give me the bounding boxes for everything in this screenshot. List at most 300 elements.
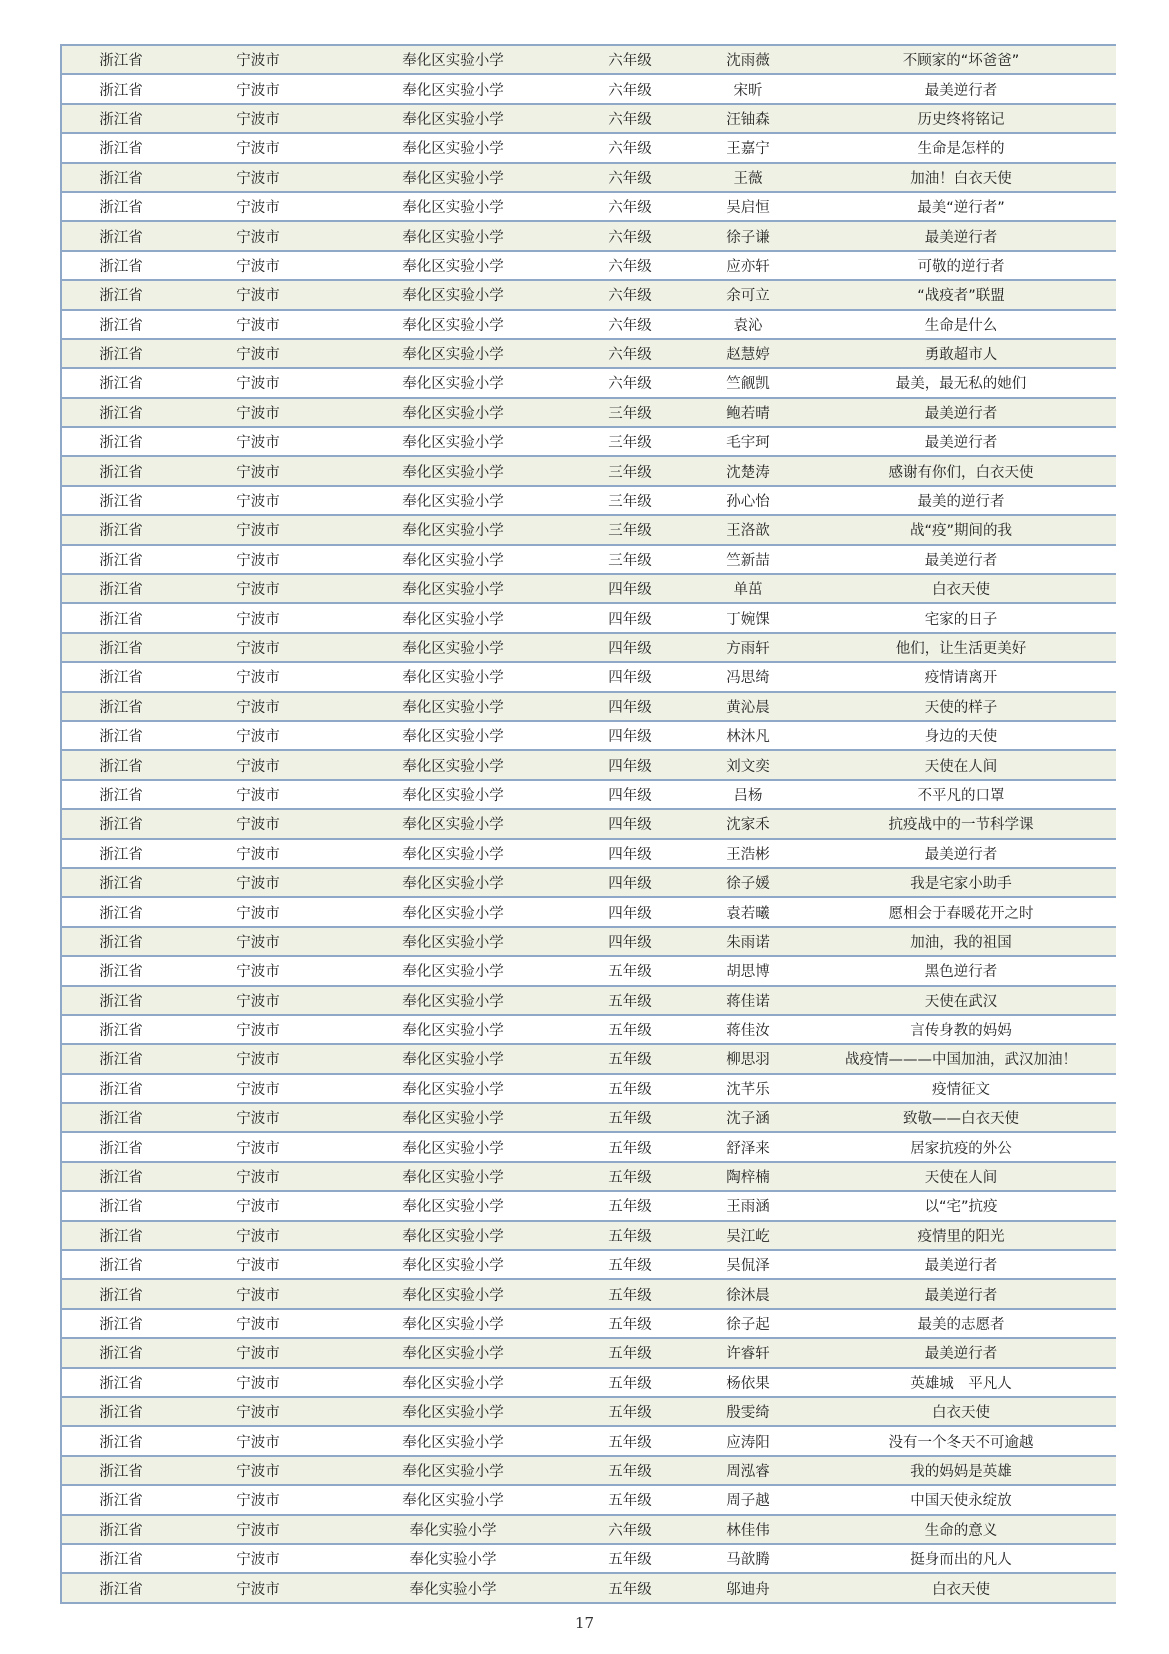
province-cell: 浙江省 xyxy=(99,405,143,422)
table-row xyxy=(62,193,1116,222)
province-cell: 浙江省 xyxy=(99,1405,143,1422)
city-cell: 宁波市 xyxy=(236,1463,280,1480)
grade-cell: 五年级 xyxy=(608,1199,652,1216)
province-cell: 浙江省 xyxy=(99,699,143,716)
essay-title-cell: 最美，最无私的她们 xyxy=(895,376,1027,393)
school-cell: 奉化区实验小学 xyxy=(402,582,504,599)
grade-cell: 六年级 xyxy=(608,376,652,393)
grade-cell: 四年级 xyxy=(608,729,652,746)
school-cell: 奉化区实验小学 xyxy=(402,670,504,687)
province-cell: 浙江省 xyxy=(99,347,143,364)
table-row xyxy=(62,399,1116,428)
school-cell: 奉化区实验小学 xyxy=(402,611,504,628)
province-cell: 浙江省 xyxy=(99,1052,143,1069)
table-row xyxy=(62,604,1116,633)
essay-title-cell: 言传身教的妈妈 xyxy=(910,1023,1012,1040)
essay-title-cell: 天使在人间 xyxy=(924,1170,998,1187)
grade-cell: 五年级 xyxy=(608,964,652,981)
student-name-cell: 徐沐晨 xyxy=(726,1287,770,1304)
city-cell: 宁波市 xyxy=(236,1434,280,1451)
student-name-cell: 殷雯绮 xyxy=(726,1405,770,1422)
table-row xyxy=(62,1104,1116,1133)
province-cell: 浙江省 xyxy=(99,993,143,1010)
province-cell: 浙江省 xyxy=(99,964,143,981)
essay-title-cell: 最美逆行者 xyxy=(924,82,998,99)
essay-title-cell: 感谢有你们，白衣天使 xyxy=(888,464,1034,481)
essay-title-cell: 历史终将铭记 xyxy=(917,111,1005,128)
grade-cell: 三年级 xyxy=(608,552,652,569)
province-cell: 浙江省 xyxy=(99,170,143,187)
city-cell: 宁波市 xyxy=(236,611,280,628)
student-name-cell: 竺新喆 xyxy=(726,552,770,569)
student-name-cell: 方雨轩 xyxy=(726,641,770,657)
city-cell: 宁波市 xyxy=(236,552,280,569)
table-row xyxy=(62,1163,1116,1192)
grade-cell: 六年级 xyxy=(608,82,652,99)
school-cell: 奉化区实验小学 xyxy=(402,1463,504,1480)
city-cell: 宁波市 xyxy=(236,1170,280,1187)
student-name-cell: 应亦轩 xyxy=(726,258,770,275)
grade-cell: 三年级 xyxy=(608,435,652,452)
province-cell: 浙江省 xyxy=(99,552,143,569)
table-row xyxy=(62,575,1116,604)
essay-title-cell: 战“疫”期间的我 xyxy=(909,523,1013,540)
essay-title-cell: 我的妈妈是英雄 xyxy=(910,1463,1012,1480)
school-cell: 奉化区实验小学 xyxy=(402,1081,504,1098)
province-cell: 浙江省 xyxy=(99,1081,143,1098)
student-name-cell: 刘文奕 xyxy=(726,758,770,775)
grade-cell: 五年级 xyxy=(608,1258,652,1275)
student-name-cell: 袁沁 xyxy=(733,317,763,334)
student-name-cell: 邬迪舟 xyxy=(726,1581,770,1598)
essay-title-cell: 生命的意义 xyxy=(924,1522,998,1539)
school-cell: 奉化区实验小学 xyxy=(402,288,504,305)
student-name-cell: 单茁 xyxy=(733,582,763,599)
province-cell: 浙江省 xyxy=(99,611,143,628)
student-name-cell: 许睿轩 xyxy=(726,1346,770,1363)
school-cell: 奉化区实验小学 xyxy=(402,1258,504,1275)
grade-cell: 四年级 xyxy=(608,670,652,687)
grade-cell: 五年级 xyxy=(608,1316,652,1333)
student-name-cell: 王薇 xyxy=(733,170,763,187)
grade-cell: 五年级 xyxy=(608,1493,652,1510)
province-cell: 浙江省 xyxy=(99,1522,143,1539)
essay-title-cell: 最美逆行者 xyxy=(924,1287,998,1304)
student-name-cell: 柳思羽 xyxy=(726,1052,770,1069)
essay-title-cell: 生命是什么 xyxy=(924,317,998,334)
province-cell: 浙江省 xyxy=(99,582,143,599)
student-name-cell: 孙心怡 xyxy=(726,494,770,511)
table-row xyxy=(62,1045,1116,1074)
grade-cell: 六年级 xyxy=(608,317,652,334)
grade-cell: 四年级 xyxy=(608,641,652,657)
student-name-cell: 舒泽来 xyxy=(726,1140,770,1157)
student-name-cell: 汪铀森 xyxy=(726,111,770,128)
essay-title-cell: 战疫情———中国加油，武汉加油！ xyxy=(845,1052,1077,1069)
table-row xyxy=(62,810,1116,839)
city-cell: 宁波市 xyxy=(236,464,280,481)
table-row xyxy=(62,1339,1116,1368)
city-cell: 宁波市 xyxy=(236,405,280,422)
school-cell: 奉化区实验小学 xyxy=(402,993,504,1010)
grade-cell: 六年级 xyxy=(608,141,652,158)
table-row xyxy=(62,487,1116,516)
province-cell: 浙江省 xyxy=(99,1170,143,1187)
school-cell: 奉化区实验小学 xyxy=(402,1375,504,1392)
school-cell: 奉化区实验小学 xyxy=(402,111,504,128)
school-cell: 奉化区实验小学 xyxy=(402,846,504,863)
essay-title-cell: 最美的逆行者 xyxy=(917,494,1005,511)
table-row xyxy=(62,1516,1116,1545)
city-cell: 宁波市 xyxy=(236,1199,280,1216)
table-row xyxy=(62,987,1116,1016)
province-cell: 浙江省 xyxy=(99,1375,143,1392)
city-cell: 宁波市 xyxy=(236,993,280,1010)
essay-title-cell: 愿相会于春暖花开之时 xyxy=(888,905,1034,922)
table-row xyxy=(62,1486,1116,1515)
province-cell: 浙江省 xyxy=(99,1140,143,1157)
essay-title-cell: 白衣天使 xyxy=(932,1581,990,1598)
student-name-cell: 赵慧婷 xyxy=(726,347,770,364)
school-cell: 奉化区实验小学 xyxy=(402,1199,504,1216)
student-name-cell: 沈雨薇 xyxy=(726,53,770,70)
province-cell: 浙江省 xyxy=(99,1434,143,1451)
table-row xyxy=(62,1427,1116,1456)
grade-cell: 四年级 xyxy=(608,699,652,716)
city-cell: 宁波市 xyxy=(236,1375,280,1392)
school-cell: 奉化区实验小学 xyxy=(402,200,504,217)
student-name-cell: 毛宇珂 xyxy=(726,435,770,452)
grade-cell: 四年级 xyxy=(608,905,652,922)
student-name-cell: 沈芊乐 xyxy=(726,1081,770,1098)
table-row xyxy=(62,134,1116,163)
essay-title-cell: 他们，让生活更美好 xyxy=(895,641,1027,657)
grade-cell: 五年级 xyxy=(608,1111,652,1128)
essay-title-cell: 天使在武汉 xyxy=(924,993,998,1010)
student-name-cell: 吴侃泽 xyxy=(726,1258,770,1275)
province-cell: 浙江省 xyxy=(99,787,143,804)
student-name-cell: 丁婉馃 xyxy=(726,611,770,628)
student-name-cell: 杨依果 xyxy=(726,1375,770,1392)
table-row xyxy=(62,840,1116,869)
city-cell: 宁波市 xyxy=(236,1258,280,1275)
province-cell: 浙江省 xyxy=(99,1287,143,1304)
table-row xyxy=(62,252,1116,281)
grade-cell: 四年级 xyxy=(608,846,652,863)
table-row xyxy=(62,634,1116,663)
province-cell: 浙江省 xyxy=(99,1346,143,1363)
table-row xyxy=(62,898,1116,927)
student-name-cell: 王洛歆 xyxy=(726,523,770,540)
grade-cell: 五年级 xyxy=(608,1052,652,1069)
school-cell: 奉化区实验小学 xyxy=(402,170,504,187)
province-cell: 浙江省 xyxy=(99,934,143,951)
student-name-cell: 宋昕 xyxy=(733,82,763,99)
essay-title-cell: 最美逆行者 xyxy=(924,846,998,863)
table-row xyxy=(62,281,1116,310)
city-cell: 宁波市 xyxy=(236,1111,280,1128)
province-cell: 浙江省 xyxy=(99,141,143,158)
school-cell: 奉化区实验小学 xyxy=(402,258,504,275)
school-cell: 奉化区实验小学 xyxy=(402,905,504,922)
province-cell: 浙江省 xyxy=(99,376,143,393)
city-cell: 宁波市 xyxy=(236,905,280,922)
award-table xyxy=(60,44,1116,1604)
student-name-cell: 吴江屹 xyxy=(726,1228,770,1245)
province-cell: 浙江省 xyxy=(99,288,143,305)
essay-title-cell: 英雄城 平凡人 xyxy=(910,1375,1012,1392)
student-name-cell: 王浩彬 xyxy=(726,846,770,863)
table-row xyxy=(62,663,1116,692)
essay-title-cell: 最美的志愿者 xyxy=(917,1316,1005,1333)
school-cell: 奉化区实验小学 xyxy=(402,1346,504,1363)
essay-title-cell: 最美逆行者 xyxy=(924,229,998,246)
essay-title-cell: 致敬——白衣天使 xyxy=(903,1111,1019,1128)
province-cell: 浙江省 xyxy=(99,1228,143,1245)
table-row xyxy=(62,516,1116,545)
grade-cell: 三年级 xyxy=(608,464,652,481)
province-cell: 浙江省 xyxy=(99,1463,143,1480)
table-row xyxy=(62,1222,1116,1251)
student-name-cell: 蒋佳汝 xyxy=(726,1023,770,1040)
province-cell: 浙江省 xyxy=(99,670,143,687)
table-row xyxy=(62,751,1116,780)
grade-cell: 四年级 xyxy=(608,876,652,893)
table-row xyxy=(62,1574,1116,1603)
province-cell: 浙江省 xyxy=(99,435,143,452)
essay-title-cell: 不平凡的口罩 xyxy=(917,787,1005,804)
essay-title-cell: 疫情征文 xyxy=(932,1081,990,1098)
school-cell: 奉化区实验小学 xyxy=(402,1023,504,1040)
city-cell: 宁波市 xyxy=(236,258,280,275)
essay-title-cell: 疫情里的阳光 xyxy=(917,1228,1005,1245)
grade-cell: 四年级 xyxy=(608,611,652,628)
school-cell: 奉化区实验小学 xyxy=(402,1052,504,1069)
city-cell: 宁波市 xyxy=(236,170,280,187)
student-name-cell: 沈家禾 xyxy=(726,817,770,834)
city-cell: 宁波市 xyxy=(236,817,280,834)
table-row xyxy=(62,1251,1116,1280)
grade-cell: 五年级 xyxy=(608,1287,652,1304)
essay-title-cell: 居家抗疫的外公 xyxy=(910,1140,1012,1157)
grade-cell: 五年级 xyxy=(608,1463,652,1480)
city-cell: 宁波市 xyxy=(236,317,280,334)
table-row xyxy=(62,1280,1116,1309)
table-row xyxy=(62,369,1116,398)
essay-title-cell: 最美“逆行者” xyxy=(917,200,1005,217)
grade-cell: 五年级 xyxy=(608,1081,652,1098)
table-row xyxy=(62,105,1116,134)
city-cell: 宁波市 xyxy=(236,934,280,951)
table-row xyxy=(62,222,1116,251)
grade-cell: 五年级 xyxy=(608,1170,652,1187)
essay-title-cell: 最美逆行者 xyxy=(924,1258,998,1275)
school-cell: 奉化区实验小学 xyxy=(402,817,504,834)
city-cell: 宁波市 xyxy=(236,1493,280,1510)
province-cell: 浙江省 xyxy=(99,1199,143,1216)
student-name-cell: 陶梓楠 xyxy=(726,1170,770,1187)
grade-cell: 五年级 xyxy=(608,1375,652,1392)
city-cell: 宁波市 xyxy=(236,200,280,217)
school-cell: 奉化区实验小学 xyxy=(402,405,504,422)
essay-title-cell: 天使在人间 xyxy=(924,758,998,775)
essay-title-cell: 最美逆行者 xyxy=(924,405,998,422)
school-cell: 奉化区实验小学 xyxy=(402,1405,504,1422)
city-cell: 宁波市 xyxy=(236,435,280,452)
school-cell: 奉化区实验小学 xyxy=(402,494,504,511)
essay-title-cell: 我是宅家小助手 xyxy=(910,876,1012,893)
province-cell: 浙江省 xyxy=(99,1023,143,1040)
student-name-cell: 蒋佳诺 xyxy=(726,993,770,1010)
city-cell: 宁波市 xyxy=(236,787,280,804)
grade-cell: 五年级 xyxy=(608,1581,652,1598)
student-name-cell: 冯思绮 xyxy=(726,670,770,687)
school-cell: 奉化区实验小学 xyxy=(402,964,504,981)
table-row xyxy=(62,693,1116,722)
essay-title-cell: 没有一个冬天不可逾越 xyxy=(888,1434,1034,1451)
essay-title-cell: 挺身而出的凡人 xyxy=(910,1552,1012,1569)
grade-cell: 五年级 xyxy=(608,1346,652,1363)
grade-cell: 四年级 xyxy=(608,934,652,951)
province-cell: 浙江省 xyxy=(99,1493,143,1510)
table-row xyxy=(62,311,1116,340)
school-cell: 奉化区实验小学 xyxy=(402,934,504,951)
school-cell: 奉化区实验小学 xyxy=(402,376,504,393)
province-cell: 浙江省 xyxy=(99,641,143,657)
school-cell: 奉化区实验小学 xyxy=(402,435,504,452)
grade-cell: 五年级 xyxy=(608,1552,652,1569)
essay-title-cell: 最美逆行者 xyxy=(924,435,998,452)
province-cell: 浙江省 xyxy=(99,82,143,99)
grade-cell: 四年级 xyxy=(608,582,652,599)
essay-title-cell: 勇敢超市人 xyxy=(924,347,998,364)
city-cell: 宁波市 xyxy=(236,1552,280,1569)
student-name-cell: 徐子谦 xyxy=(726,229,770,246)
student-name-cell: 林佳伟 xyxy=(726,1522,770,1539)
essay-title-cell: 生命是怎样的 xyxy=(917,141,1005,158)
table-row xyxy=(62,1398,1116,1427)
school-cell: 奉化区实验小学 xyxy=(402,787,504,804)
city-cell: 宁波市 xyxy=(236,229,280,246)
essay-title-cell: 最美逆行者 xyxy=(924,1346,998,1363)
student-name-cell: 林沐凡 xyxy=(726,729,770,746)
school-cell: 奉化区实验小学 xyxy=(402,1170,504,1187)
province-cell: 浙江省 xyxy=(99,876,143,893)
essay-title-cell: 白衣天使 xyxy=(932,582,990,599)
province-cell: 浙江省 xyxy=(99,846,143,863)
student-name-cell: 吕杨 xyxy=(733,787,763,804)
school-cell: 奉化区实验小学 xyxy=(402,1111,504,1128)
essay-title-cell: 宅家的日子 xyxy=(924,611,998,628)
student-name-cell: 沈楚涛 xyxy=(726,464,770,481)
student-name-cell: 应涛阳 xyxy=(726,1434,770,1451)
city-cell: 宁波市 xyxy=(236,1228,280,1245)
table-row xyxy=(62,722,1116,751)
grade-cell: 五年级 xyxy=(608,1228,652,1245)
essay-title-cell: 身边的天使 xyxy=(924,729,998,746)
student-name-cell: 黄沁晨 xyxy=(726,699,770,716)
grade-cell: 六年级 xyxy=(608,111,652,128)
essay-title-cell: 抗疫战中的一节科学课 xyxy=(888,817,1034,834)
city-cell: 宁波市 xyxy=(236,82,280,99)
province-cell: 浙江省 xyxy=(99,494,143,511)
school-cell: 奉化区实验小学 xyxy=(402,141,504,158)
page-number: 17 xyxy=(574,1614,595,1632)
city-cell: 宁波市 xyxy=(236,1405,280,1422)
grade-cell: 五年级 xyxy=(608,1405,652,1422)
city-cell: 宁波市 xyxy=(236,758,280,775)
essay-title-cell: 以“宅”抗疫 xyxy=(924,1199,998,1216)
school-cell: 奉化区实验小学 xyxy=(402,552,504,569)
city-cell: 宁波市 xyxy=(236,111,280,128)
grade-cell: 六年级 xyxy=(608,258,652,275)
student-name-cell: 周泓睿 xyxy=(726,1463,770,1480)
table-row xyxy=(62,340,1116,369)
student-name-cell: 袁若曦 xyxy=(726,905,770,922)
city-cell: 宁波市 xyxy=(236,729,280,746)
school-cell: 奉化区实验小学 xyxy=(402,53,504,70)
city-cell: 宁波市 xyxy=(236,347,280,364)
grade-cell: 四年级 xyxy=(608,787,652,804)
school-cell: 奉化区实验小学 xyxy=(402,523,504,540)
student-name-cell: 王雨涵 xyxy=(726,1199,770,1216)
province-cell: 浙江省 xyxy=(99,523,143,540)
province-cell: 浙江省 xyxy=(99,1258,143,1275)
city-cell: 宁波市 xyxy=(236,670,280,687)
grade-cell: 六年级 xyxy=(608,53,652,70)
province-cell: 浙江省 xyxy=(99,200,143,217)
school-cell: 奉化区实验小学 xyxy=(402,1316,504,1333)
school-cell: 奉化区实验小学 xyxy=(402,1434,504,1451)
table-row xyxy=(62,164,1116,193)
city-cell: 宁波市 xyxy=(236,641,280,657)
essay-title-cell: 加油！白衣天使 xyxy=(910,170,1012,187)
table-row xyxy=(62,869,1116,898)
school-cell: 奉化实验小学 xyxy=(409,1552,497,1569)
school-cell: 奉化区实验小学 xyxy=(402,1493,504,1510)
table-row xyxy=(62,546,1116,575)
province-cell: 浙江省 xyxy=(99,1552,143,1569)
school-cell: 奉化区实验小学 xyxy=(402,464,504,481)
student-name-cell: 吴启恒 xyxy=(726,200,770,217)
essay-title-cell: “战疫者”联盟 xyxy=(917,288,1005,305)
province-cell: 浙江省 xyxy=(99,1111,143,1128)
city-cell: 宁波市 xyxy=(236,699,280,716)
school-cell: 奉化区实验小学 xyxy=(402,876,504,893)
grade-cell: 五年级 xyxy=(608,993,652,1010)
city-cell: 宁波市 xyxy=(236,876,280,893)
province-cell: 浙江省 xyxy=(99,111,143,128)
grade-cell: 三年级 xyxy=(608,494,652,511)
province-cell: 浙江省 xyxy=(99,1316,143,1333)
table-row xyxy=(62,457,1116,486)
grade-cell: 四年级 xyxy=(608,758,652,775)
essay-title-cell: 疫情请离开 xyxy=(924,670,998,687)
student-name-cell: 鲍若晴 xyxy=(726,405,770,422)
student-name-cell: 竺觎凯 xyxy=(726,376,770,393)
grade-cell: 六年级 xyxy=(608,347,652,364)
province-cell: 浙江省 xyxy=(99,905,143,922)
city-cell: 宁波市 xyxy=(236,1581,280,1598)
table-row xyxy=(62,928,1116,957)
city-cell: 宁波市 xyxy=(236,964,280,981)
city-cell: 宁波市 xyxy=(236,1081,280,1098)
student-name-cell: 胡思博 xyxy=(726,964,770,981)
table-row xyxy=(62,1016,1116,1045)
essay-title-cell: 最美逆行者 xyxy=(924,552,998,569)
table-row xyxy=(62,957,1116,986)
province-cell: 浙江省 xyxy=(99,258,143,275)
